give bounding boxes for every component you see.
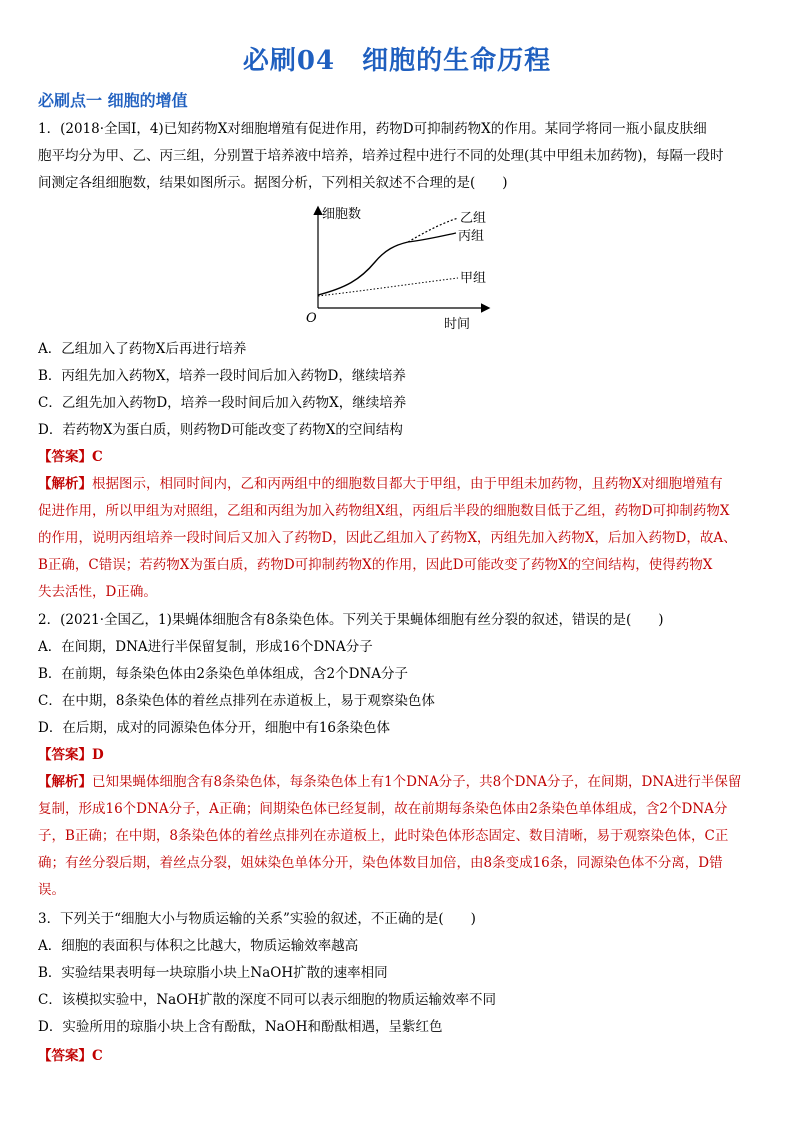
- q1-analysis-line: 的作用，说明丙组培养一段时间后又加入了药物D，因此乙组加入了药物X，丙组先加入药物X，后加入药物D，故A、: [38, 530, 737, 546]
- q2-option-d: D．在后期，成对的同源染色体分开，细胞中有16条染色体: [38, 720, 391, 736]
- origin-label: O: [306, 311, 317, 326]
- answer-tag: 【答案】: [38, 1048, 92, 1064]
- analysis-text: 根据图示，相同时间内，乙和丙两组中的细胞数目都大于甲组，由于甲组未加药物，且药物X对细胞增殖有: [92, 476, 723, 492]
- q1-analysis-line: B正确，C错误；若药物X为蛋白质，药物D可抑制药物X的作用，因此D可能改变了药物X的空间结构，使得药物X: [38, 557, 713, 573]
- series-label-yi: 乙组: [460, 211, 487, 226]
- series-label-bing: 丙组: [458, 229, 485, 244]
- analysis-tag: 【解析】: [38, 476, 92, 492]
- cell-growth-figure: [300, 200, 500, 335]
- q2-stem-line: 2．(2021·全国乙，1)果蝇体细胞含有8条染色体。下列关于果蝇体细胞有丝分裂的叙述，错误的是( ): [38, 612, 664, 628]
- q1-answer: [38, 448, 762, 466]
- q2-option-a: A．在间期，DNA进行半保留复制，形成16个DNA分子: [38, 639, 373, 655]
- q1-stem-line: 1．(2018·全国Ⅰ，4)已知药物X对细胞增殖有促进作用，药物D可抑制药物X的作用。某同学将同一瓶小鼠皮肤细: [38, 121, 707, 137]
- analysis-text: 已知果蝇体细胞含有8条染色体，每条染色体上有1个DNA分子，共8个DNA分子，在间期，DNA进行半保留: [92, 774, 742, 790]
- q1-option-a: A．乙组加入了药物X后再进行培养: [38, 341, 247, 357]
- section-heading: 必刷点一 细胞的增值: [38, 91, 188, 110]
- curve-common: [318, 242, 408, 295]
- q2-analysis-line: 复制，形成16个DNA分子，A正确；间期染色体已经复制，故在前期每条染色体由2条染色单体组成，含2个DNA分: [38, 801, 728, 817]
- q1-analysis-line: [38, 475, 762, 493]
- q3-stem-line: 3．下列关于“细胞大小与物质运输的关系”实验的叙述，不正确的是( ): [38, 911, 476, 927]
- q2-option-c: C．在中期，8条染色体的着丝点排列在赤道板上，易于观察染色体: [38, 693, 435, 709]
- q1-option-b: B．丙组先加入药物X，培养一段时间后加入药物D，继续培养: [38, 368, 406, 384]
- q1-analysis-line: 失去活性，D正确。: [38, 584, 157, 600]
- q3-option-c: C．该模拟实验中，NaOH扩散的深度不同可以表示细胞的物质运输效率不同: [38, 992, 497, 1008]
- answer-value: C: [92, 449, 103, 465]
- q3-option-a: A．细胞的表面积与体积之比越大，物质运输效率越高: [38, 938, 359, 954]
- x-axis-label: 时间: [444, 317, 471, 332]
- q2-analysis-line: 确；有丝分裂后期，着丝点分裂，姐妹染色单体分开，染色体数目加倍，由8条变成16条，同源染色体不分离，D错: [38, 855, 723, 871]
- q1-option-d: D．若药物X为蛋白质，则药物D可能改变了药物X的空间结构: [38, 422, 403, 438]
- answer-tag: 【答案】: [38, 449, 92, 465]
- q2-analysis-line: [38, 773, 762, 791]
- y-axis-label: 细胞数: [322, 207, 362, 222]
- answer-tag: 【答案】: [38, 747, 92, 763]
- page-title: 必刷04 细胞的生命历程: [242, 46, 552, 76]
- analysis-tag: 【解析】: [38, 774, 92, 790]
- curve-jia-group: [318, 278, 458, 296]
- q1-stem-line: 间测定各组细胞数，结果如图所示。据图分析，下列相关叙述不合理的是( ): [38, 175, 508, 191]
- q3-answer: [38, 1047, 762, 1065]
- q2-analysis-line: 子，B正确；在中期，8条染色体的着丝点排列在赤道板上，此时染色体形态固定、数目清晰，易于观察染色体，C正: [38, 828, 729, 844]
- q1-analysis-line: 促进作用，所以甲组为对照组，乙组和丙组为加入药物组X组，丙组后半段的细胞数目低于乙组，药物D可抑制药物X: [38, 503, 730, 519]
- q3-option-d: D．实验所用的琼脂小块上含有酚酞，NaOH和酚酞相遇，呈紫红色: [38, 1019, 443, 1035]
- q2-analysis-line: 误。: [38, 882, 65, 898]
- q3-option-b: B．实验结果表明每一块琼脂小块上NaOH扩散的速率相同: [38, 965, 388, 981]
- q2-answer: [38, 746, 762, 764]
- q1-option-c: C．乙组先加入药物D，培养一段时间后加入药物X，继续培养: [38, 395, 407, 411]
- q2-option-b: B．在前期，每条染色体由2条染色单体组成，含2个DNA分子: [38, 666, 408, 682]
- answer-value: D: [92, 747, 104, 763]
- answer-value: C: [92, 1048, 103, 1064]
- q1-stem-line: 胞平均分为甲、乙、丙三组，分别置于培养液中培养，培养过程中进行不同的处理(其中甲组未加药物)，每隔一段时: [38, 148, 724, 164]
- series-label-jia: 甲组: [460, 271, 487, 286]
